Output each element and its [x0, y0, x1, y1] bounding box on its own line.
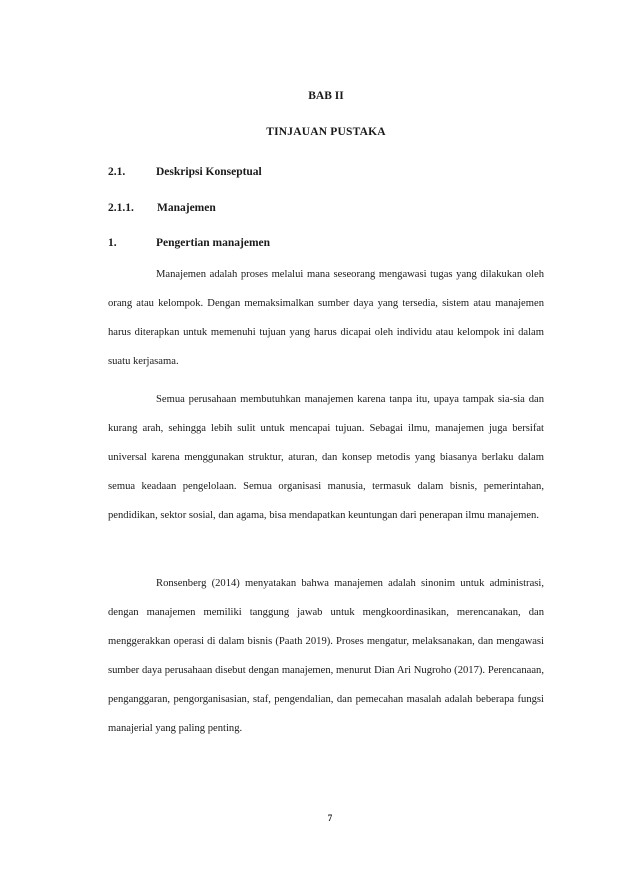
item-heading-1 [108, 237, 544, 253]
item-number: 1. [108, 237, 117, 249]
body-paragraph: Manajemen adalah proses melalui mana seseorang mengawasi tugas yang dilakukan oleh orang atau kelompok. Dengan memaksimalkan sumber daya yang tersedia, sistem atau manajemen harus diterapkan untuk memenuhi tujuan yang harus dicapai oleh individu atau kelompok ini dalam suatu kerjasama. [108, 269, 544, 367]
body-paragraph: Semua perusahaan membutuhkan manajemen karena tanpa itu, upaya tampak sia-sia dan kurang arah, sehingga lebih sulit untuk mencapai tujuan. Sebagai ilmu, manajemen juga bersifat universal karena menggunakan struktur, aturan, dan konsep metodis yang biasanya berlaku dalam semua keadaan pengelolaan. Semua organisasi manusia, termasuk dalam bisnis, pemerintahan, pendidikan, sektor sosial, dan agama, bisa mendapatkan keuntungan dari penerapan ilmu manajemen. [108, 394, 544, 521]
section-number: 2.1. [108, 166, 126, 178]
chapter-title: TINJAUAN PUSTAKA [266, 126, 386, 138]
page-number: 7 [327, 813, 333, 823]
chapter-number: BAB II [308, 90, 344, 102]
item-title: Pengertian manajemen [156, 237, 271, 249]
subsection-heading-2-1-1 [108, 202, 544, 218]
body-paragraph: Ronsenberg (2014) menyatakan bahwa manajemen adalah sinonim untuk administrasi, dengan manajemen memiliki tanggung jawab untuk mengkoordinasikan, merencanakan, dan menggerakkan operasi di dalam bisnis (Paath 2019). Proses mengatur, melaksanakan, dan mengawasi sumber daya perusahaan disebut dengan manajemen, menurut Dian Ari Nugroho (2017). Perencanaan, penganggaran, pengorganisasian, staf, pengendalian, dan pemecahan masalah adalah beberapa fungsi manajerial yang paling penting. [108, 578, 544, 734]
section-heading-2-1 [108, 166, 544, 182]
subsection-title: Manajemen [157, 202, 216, 214]
section-title: Deskripsi Konseptual [156, 166, 262, 178]
subsection-number: 2.1.1. [108, 202, 134, 214]
